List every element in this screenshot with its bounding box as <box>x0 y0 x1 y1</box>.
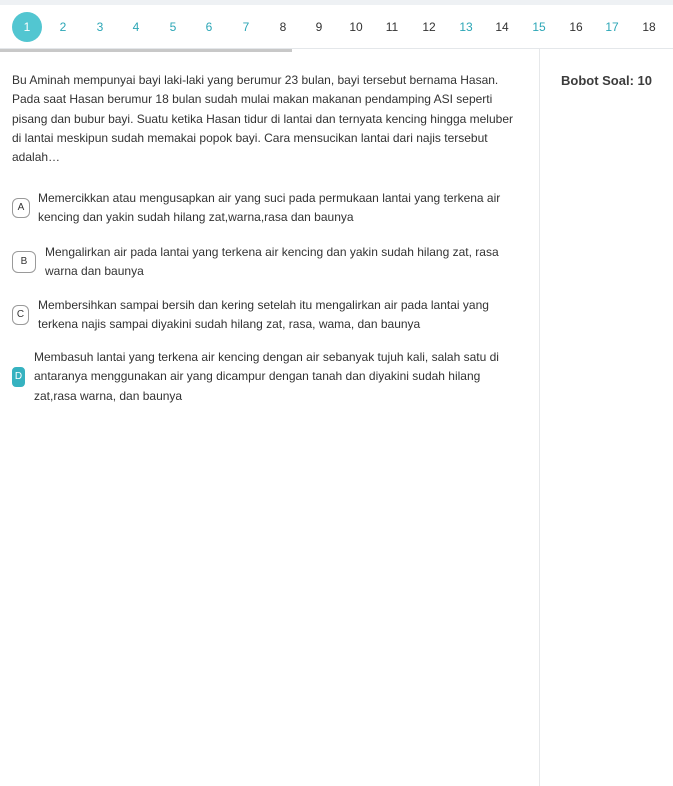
question-number-item[interactable]: 18 <box>642 20 656 34</box>
option-text: Memercikkan atau mengusapkan air yang suci pada permukaan lantai yang terkena air kencing dan yakin sudah hilang zat,warna,rasa dan baunya <box>38 191 501 225</box>
question-number-item[interactable]: 6 <box>205 20 213 34</box>
question-number-item[interactable]: 9 <box>315 20 323 34</box>
question-number-item[interactable]: 3 <box>96 20 104 34</box>
question-number-item[interactable]: 16 <box>569 20 583 34</box>
question-number-item[interactable]: 8 <box>279 20 287 34</box>
option-text: Membasuh lantai yang terkena air kencing dengan air sebanyak tujuh kali, salah satu di antaranya menggunakan air yang dicampur dengan tanah dan diyakini sudah hilang zat,rasa warna, dan baunya <box>34 350 499 403</box>
answer-option-c[interactable] <box>12 296 512 335</box>
sidebar-divider <box>539 49 540 786</box>
question-number-item[interactable]: 15 <box>532 20 546 34</box>
question-number-item[interactable]: 2 <box>59 20 67 34</box>
question-number-item[interactable]: 12 <box>422 20 436 34</box>
question-number-item[interactable]: 17 <box>605 20 619 34</box>
option-letter-badge[interactable]: A <box>12 198 30 218</box>
question-number-item[interactable]: 1 <box>12 12 42 42</box>
option-letter-badge[interactable]: B <box>12 251 36 273</box>
option-text: Membersihkan sampai bersih dan kering setelah itu mengalirkan air pada lantai yang terkena najis sampai diyakini sudah hilang zat, rasa, wama, dan baunya <box>38 298 489 332</box>
option-letter-badge[interactable]: D <box>12 367 25 387</box>
answer-option-d[interactable] <box>12 348 512 406</box>
option-text: Mengalirkan air pada lantai yang terkena air kencing dan yakin sudah hilang zat, rasa warna dan baunya <box>45 245 499 279</box>
question-number-item[interactable]: 5 <box>169 20 177 34</box>
question-number-item[interactable]: 13 <box>459 20 473 34</box>
question-number-item[interactable]: 10 <box>349 20 363 34</box>
answer-option-a[interactable] <box>12 189 512 228</box>
question-text: Bu Aminah mempunyai bayi laki-laki yang berumur 23 bulan, bayi tersebut bernama Hasan. Pada saat Hasan berumur 18 bulan sudah mulai makan makanan pendamping ASI seperti pisang dan bubur bayi. Suatu ketika Hasan tidur di lantai dan ternyata kencing hingga meluber di lantai meskipun sudah memakai popok bayi. Cara mensucikan lantai dari najis tersebut adalah… <box>12 73 513 165</box>
question-number-nav <box>0 5 673 49</box>
question-number-item[interactable]: 11 <box>385 20 399 34</box>
question-number-item[interactable]: 4 <box>132 20 140 34</box>
question-weight-label: Bobot Soal: 10 <box>560 73 652 88</box>
question-number-item[interactable]: 14 <box>495 20 509 34</box>
answer-option-b[interactable] <box>12 243 512 282</box>
nav-scrollbar[interactable] <box>0 49 292 52</box>
option-letter-badge[interactable]: C <box>12 305 29 325</box>
question-number-item[interactable]: 7 <box>242 20 250 34</box>
